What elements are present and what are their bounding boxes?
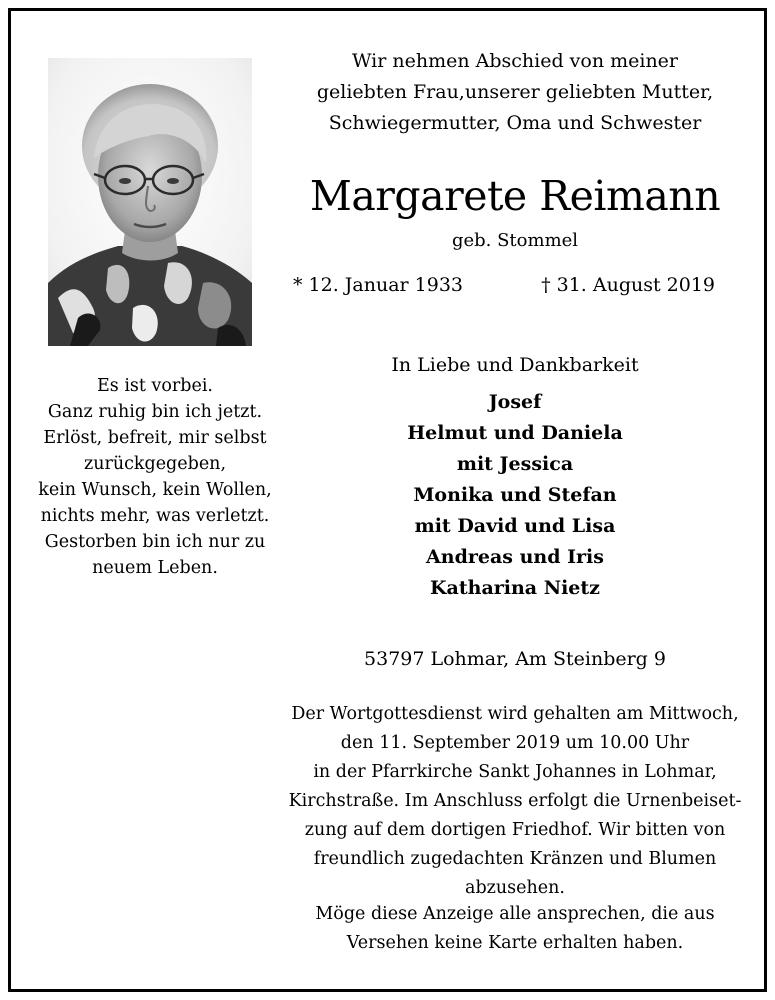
service-line: den 11. September 2019 um 10.00 Uhr: [340, 733, 690, 753]
mourners-heading: In Liebe und Dankbarkeit: [391, 354, 639, 376]
poem-line: Gestorben bin ich nur zu: [44, 532, 266, 552]
closing-line: Versehen keine Karte erhalten haben.: [346, 933, 684, 953]
mourner-name: Monika und Stefan: [413, 484, 617, 506]
intro-line: Schwiegermutter, Oma und Schwester: [328, 112, 702, 134]
mourners-list: [270, 387, 760, 604]
portrait-photo: [48, 58, 252, 346]
service-line: abzusehen.: [465, 878, 565, 898]
service-line: zung auf dem dortigen Friedhof. Wir bitten von: [304, 820, 726, 840]
mourner-name: Josef: [488, 391, 542, 413]
poem: [20, 373, 290, 581]
intro-text: [270, 46, 760, 139]
service-line: Der Wortgottesdienst wird gehalten am Mittwoch,: [291, 704, 739, 724]
poem-line: Ganz ruhig bin ich jetzt.: [47, 402, 263, 422]
intro-line: geliebten Frau,unserer geliebten Mutter,: [316, 81, 714, 103]
family-address: 53797 Lohmar, Am Steinberg 9: [364, 648, 666, 670]
closing-note: [262, 900, 768, 958]
poem-line: nichts mehr, was verletzt.: [40, 506, 270, 526]
deceased-name: Margarete Reimann: [309, 172, 721, 220]
mourner-name: Andreas und Iris: [426, 546, 604, 568]
mourner-name: mit David und Lisa: [414, 515, 616, 537]
closing-line: Möge diese Anzeige alle ansprechen, die aus: [315, 904, 715, 924]
poem-line: kein Wunsch, kein Wollen,: [38, 480, 272, 500]
poem-line: neuem Leben.: [92, 558, 218, 578]
maiden-name: geb. Stommel: [451, 230, 579, 251]
birth-date: * 12. Januar 1933: [293, 274, 464, 296]
poem-line: Erlöst, befreit, mir selbst: [43, 428, 267, 448]
mourner-name: mit Jessica: [456, 453, 574, 475]
mourner-name: Katharina Nietz: [430, 577, 600, 599]
service-line: in der Pfarrkirche Sankt Johannes in Lohmar,: [313, 762, 717, 782]
mourner-name: Helmut und Daniela: [407, 422, 623, 444]
poem-line: zurückgegeben,: [83, 454, 227, 474]
poem-line: Es ist vorbei.: [97, 376, 213, 396]
intro-line: Wir nehmen Abschied von meiner: [351, 50, 679, 72]
service-line: freundlich zugedachten Kränzen und Blumen: [313, 849, 717, 869]
death-date: † 31. August 2019: [541, 274, 715, 296]
service-info: [262, 700, 768, 903]
service-line: Kirchstraße. Im Anschluss erfolgt die Urnenbeiset-: [288, 791, 742, 811]
